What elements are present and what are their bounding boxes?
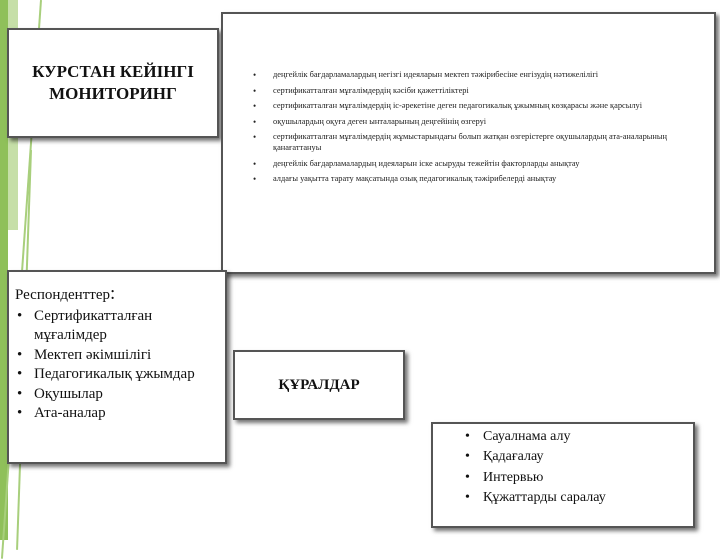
respondents-box (7, 270, 227, 464)
tools-list (465, 427, 693, 508)
goal-item: • оқушылардың оқуға деген ынталарының деңгейінің өзгеруі (253, 117, 704, 128)
slide-title (32, 61, 194, 105)
goal-item: • сертификатталған мұғалімдердің іс-әрекетіне деген педагогикалық ұжымның көзқарасы және қарсылуі (253, 101, 704, 112)
respondent-item: • Сертификатталған мұғалімдер (15, 307, 219, 346)
slide-title-line-1: КУРСТАН КЕЙІНГІ (32, 61, 194, 81)
respondents-list (15, 307, 219, 424)
tool-item: • Құжаттарды саралау (465, 488, 693, 508)
goal-item: • сертификатталған мұғалімдердің жұмыстарындағы болып жатқан өзгерістерге оқушылардың ата-аналарының қанағаттануы (253, 132, 704, 153)
tools-box (431, 422, 695, 528)
respondent-item: • Оқушылар (15, 385, 219, 405)
monitoring-goals-box (221, 12, 716, 274)
tools-label-box (233, 350, 405, 420)
respondent-item: • Ата-аналар (15, 404, 219, 424)
monitoring-goals-list (253, 70, 704, 185)
goal-item: • деңгейлік бағдарламалардың негізгі идеяларын мектеп тәжірибесіне енгізудің нәтижелілігі (253, 70, 704, 81)
slide-title-line-2: МОНИТОРИНГ (49, 84, 177, 103)
tools-label: ҚҰРАЛДАР (278, 376, 360, 393)
tool-item: • Интервью (465, 468, 693, 488)
respondent-item: • Мектеп әкімшілігі (15, 346, 219, 366)
goal-item: • сертификатталған мұғалімдердің кәсіби қажеттіліктері (253, 86, 704, 97)
goal-item: • деңгейлік бағдарламалардың идеяларын іске асыруды тежейтін факторларды анықтау (253, 159, 704, 170)
slide-title-box (7, 28, 219, 138)
tool-item: • Сауалнама алу (465, 427, 693, 447)
tool-item: • Қадағалау (465, 447, 693, 467)
respondents-heading: Респонденттер: (15, 283, 116, 304)
goal-item: • алдағы уақытта тарату мақсатында озық педагогикалық тәжірибелерді анықтау (253, 174, 704, 185)
respondent-item: • Педагогикалық ұжымдар (15, 365, 219, 385)
